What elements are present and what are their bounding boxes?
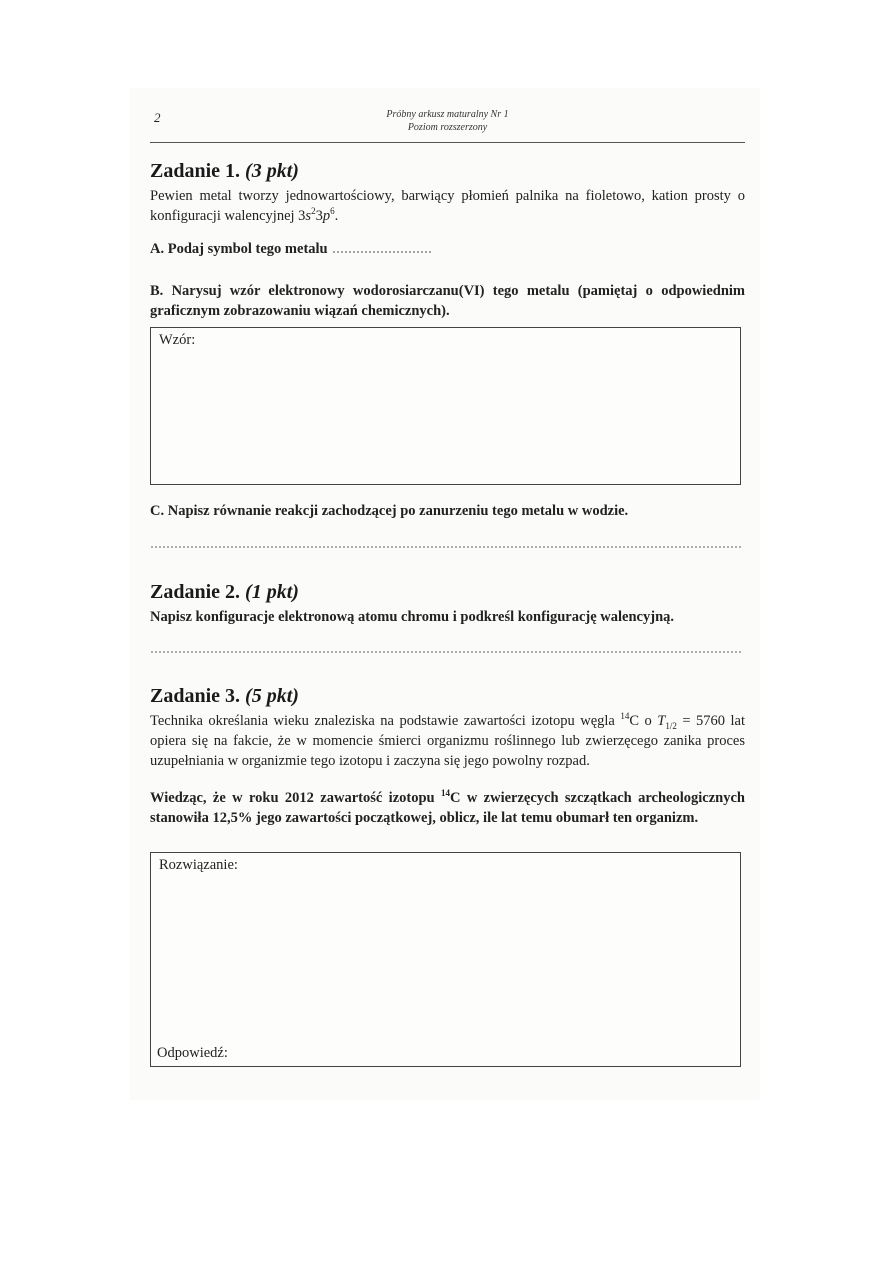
page-number: 2: [154, 110, 161, 125]
task1-cfg-p: p: [322, 208, 331, 224]
task3-question-mass: 14: [440, 788, 450, 799]
task3-intro: [150, 711, 745, 771]
header-title: [150, 108, 745, 134]
task1-formula-box[interactable]: [150, 327, 741, 485]
task3-half-val: = 5760: [676, 713, 726, 729]
task1-intro: [150, 186, 745, 226]
task2-title: [150, 581, 299, 604]
task1-part-c-answer-line[interactable]: [150, 546, 742, 548]
task1-part-b: B. Narysuj wzór elektronowy wodorosiarczanu(VI) tego metalu (pamiętaj o odpowiednim graficznym zobrazowaniu wiązań chemicznych).: [150, 283, 745, 319]
task1-part-c: C. Napisz równanie reakcji zachodzącej po zanurzeniu tego metalu w wodzie.: [150, 503, 629, 519]
task1-intro-text: Pewien metal tworzy jednowartościowy, barwiący płomień palnika na fioletowo, kation prosty o konfiguracji walencyjnej 3: [150, 188, 745, 224]
header-line-1: Próbny arkusz maturalny Nr 1: [386, 109, 509, 120]
task3-question-a: Wiedząc, że w roku 2012 zawartość izotopu: [150, 790, 441, 806]
task3-solution-box[interactable]: [150, 852, 741, 1067]
page-header: [150, 108, 745, 134]
task3-solution-label: Rozwiązanie:: [159, 857, 238, 873]
task3-question: [150, 788, 745, 828]
task1-title-text: Zadanie 1.: [150, 160, 241, 182]
task3-half-t: T: [657, 713, 666, 729]
task3-isotope-el: C o: [629, 713, 658, 729]
task1-points: (3 pkt): [245, 160, 299, 182]
task3-intro-a: Technika określania wieku znaleziska na podstawie zawartości izotopu węgla: [150, 713, 621, 729]
header-line-2: Poziom rozszerzony: [407, 122, 488, 133]
task3-points: (5 pkt): [245, 685, 299, 707]
task2-instruction: Napisz konfiguracje elektronową atomu chromu i podkreśl konfigurację walencyjną.: [150, 609, 675, 625]
task1-part-a-answer-line[interactable]: [332, 251, 432, 253]
task3-question-b: C w zwierzęcych szczątkach archeologicznych stanowiła 12,5% jego zawartości początkowej, oblicz, ile lat temu obumarł ten organizm.: [150, 790, 745, 826]
task2-points: (1 pkt): [245, 581, 299, 603]
task1-formula-box-label: Wzór:: [159, 332, 196, 348]
header-rule: [150, 142, 745, 143]
task3-isotope-mass: 14: [620, 711, 630, 722]
task3-answer-label: Odpowiedź:: [157, 1045, 228, 1061]
task3-title: [150, 685, 299, 708]
task3-intro-b: lat opiera się na fakcie, że w momencie śmierci organizmu roślinnego lub zwierzęcego zanika proces uzupełniania w organizmie tego izotopu i zaczyna się jego powolny rozpad.: [150, 713, 745, 769]
task1-part-a: [150, 239, 745, 259]
task1-cfg-mid: 3: [315, 208, 323, 224]
task2-title-text: Zadanie 2.: [150, 581, 241, 603]
task1-cfg-end: .: [334, 208, 339, 224]
task1-cfg-p-exp: 6: [330, 206, 335, 217]
task1-part-a-text: A. Podaj symbol tego metalu: [150, 241, 328, 257]
task3-title-text: Zadanie 3.: [150, 685, 241, 707]
task2-answer-line[interactable]: [150, 651, 742, 653]
task1-cfg-s: s: [305, 208, 312, 224]
task1-title: [150, 160, 299, 183]
task3-half-sub: 1/2: [665, 720, 677, 731]
task1-cfg-s-exp: 2: [311, 206, 316, 217]
